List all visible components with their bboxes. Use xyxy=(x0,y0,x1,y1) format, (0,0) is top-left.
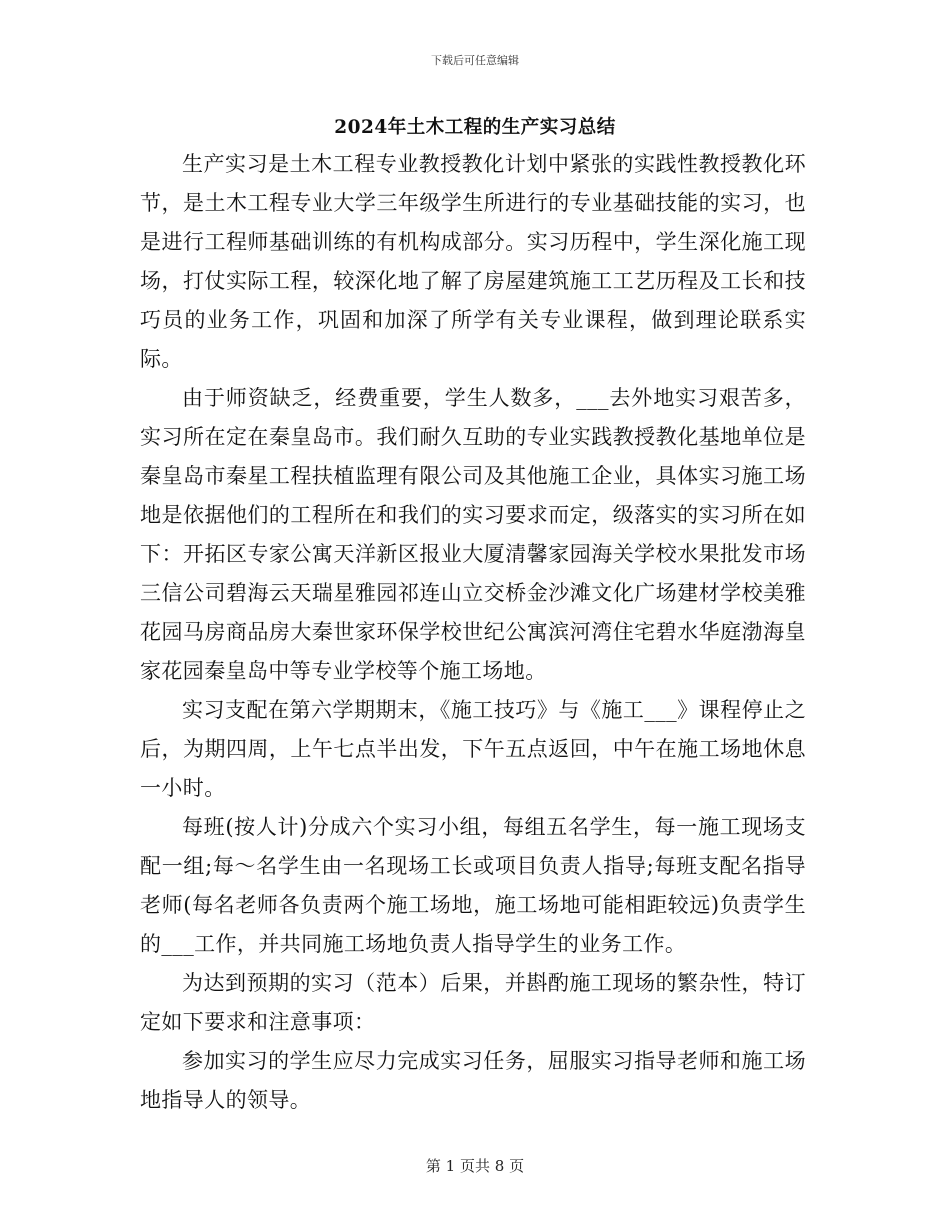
page-footer: 第 1 页共 8 页 xyxy=(425,1157,525,1175)
document-body xyxy=(140,145,806,1120)
paragraph: 生产实习是土木工程专业教授教化计划中紧张的实践性教授教化环节，是土木工程专业大学三年级学生所进行的专业基础技能的实习，也是进行工程师基础训练的有机构成部分。实习历程中，学生深化施工现场，打仗实际工程，较深化地了解了房屋建筑施工工艺历程及工长和技巧员的业务工作，巩固和加深了所学有关专业课程，做到理论联系实际。 xyxy=(140,152,806,371)
paragraph: 由于师资缺乏，经费重要，学生人数多，___去外地实习艰苦多，实习所在定在秦皇岛市。我们耐久互助的专业实践教授教化基地单位是秦皇岛市秦星工程扶植监理有限公司及其他施工企业，具体实习施工场地是依据他们的工程所在和我们的实习要求而定，级落实的实习所在如下：开拓区专家公寓天洋新区报业大厦清馨家园海关学校水果批发市场三信公司碧海云天瑞星雅园祁连山立交桥金沙滩文化广场建材学校美雅花园马房商品房大秦世家环保学校世纪公寓滨河湾住宅碧水华庭渤海皇家花园秦皇岛中等专业学校等个施工场地。 xyxy=(140,386,806,683)
document-title: 2024年土木工程的生产实习总结 xyxy=(334,117,616,138)
paragraph: 实习支配在第六学期期末，《施工技巧》与《施工___》课程停止之后，为期四周，上午七点半出发，下午五点返回，中午在施工场地休息一小时。 xyxy=(140,698,806,800)
paragraph: 为达到预期的实习（范本）后果，并斟酌施工现场的繁杂性，特订定如下要求和注意事项： xyxy=(140,971,806,1034)
paragraph: 参加实习的学生应尽力完成实习任务，屈服实习指导老师和施工场地指导人的领导。 xyxy=(140,1049,806,1112)
page-header: 下载后可任意编辑 xyxy=(431,54,519,67)
paragraph: 每班(按人计)分成六个实习小组，每组五名学生，每一施工现场支配一组;每～名学生由一名现场工长或项目负责人指导;每班支配名指导老师(每名老师各负责两个施工场地，施工场地可能相距较远)负责学生的___工作，并共同施工场地负责人指导学生的业务工作。 xyxy=(140,815,806,956)
